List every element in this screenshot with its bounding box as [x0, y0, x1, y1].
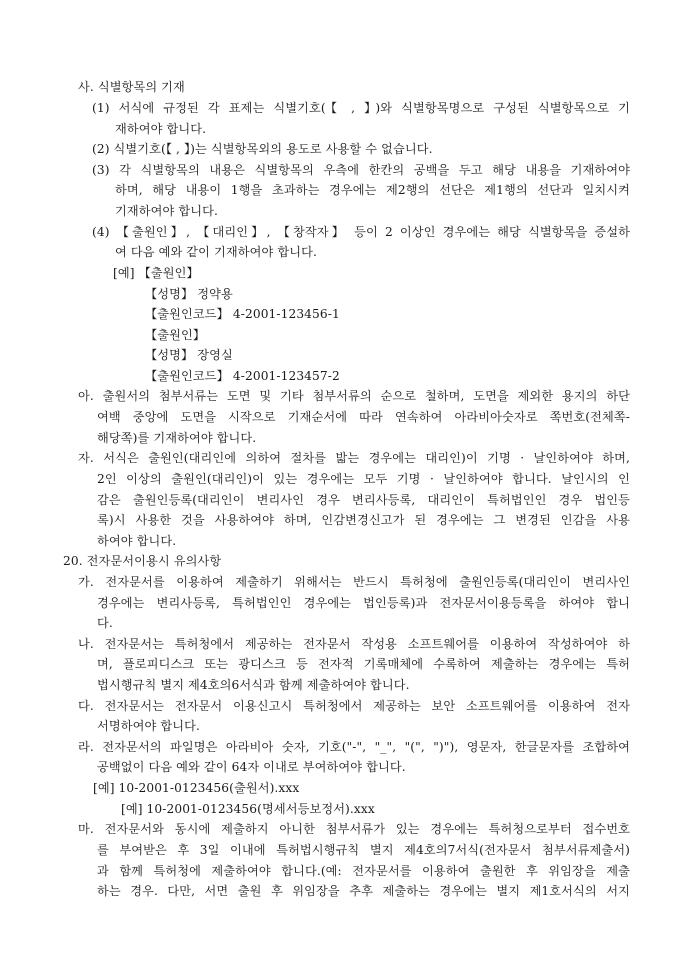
- s20-ra-line-2: 공백없이 다음 예와 같이 64자 이내로 부여하여야 합니다.: [97, 760, 406, 774]
- s20-ma-line-4: 하는 경우. 다만, 서면 출원 후 위임장을 추후 제출하는 경우에는 별지 제1호서식의 서지: [97, 884, 630, 898]
- s20-ra-example-1: [예] 10-2001-0123456(출원서).xxx: [93, 781, 300, 795]
- example-label: [예] 【출원인】: [113, 266, 199, 280]
- s20-ga-line-3: 다.: [97, 616, 113, 630]
- example-line: 【성명】 장영실: [145, 348, 233, 362]
- section-a-line-1: 아. 출원서의 첨부서류는 도면 및 기타 첨부서류의 순으로 철하며, 도면을 제외한 용지의 하단: [78, 389, 630, 403]
- section-ja-line-2: 2인 이상의 출원인(대리인)이 있는 경우에는 모두 기명 · 날인하여야 합니다. 날인시의 인: [97, 472, 630, 486]
- s20-na-line-3: 법시행규칙 별지 제4호의6서식과 함께 제출하여야 합니다.: [97, 678, 410, 692]
- s20-ma-line-3: 과 함께 특허청에 제출하여야 합니다.(예: 전자문서를 이용하여 출원한 후 위임장을 제출: [97, 864, 630, 878]
- section-ja-line-5: 하여야 합니다.: [97, 534, 177, 548]
- section-ja-line-4: 록)시 사용한 것을 사용하여야 하며, 인감변경신고가 된 경우에는 그 변경된 인감을 사용: [97, 513, 630, 527]
- sa-item-3-line-1: (3) 각 식별항목의 내용은 식별항목의 우측에 한칸의 공백을 두고 해당 내용을 기재하여야: [92, 163, 630, 177]
- s20-na-line-1: 나. 전자문서는 특허청에서 제공하는 전자문서 작성용 소프트웨어를 이용하여 작성하여야 하: [78, 637, 630, 651]
- section-ja-line-1: 자. 서식은 출원인(대리인에 의하여 절차를 밟는 경우에는 대리인)이 기명 · 날인하여야 하며,: [78, 451, 630, 465]
- sa-item-3-line-3: 기재하여야 합니다.: [115, 204, 218, 218]
- sa-item-3-line-2: 하며, 해당 내용이 1행을 초과하는 경우에는 제2행의 선단은 제1행의 선단과 일치시켜: [115, 183, 630, 197]
- s20-na-line-2: 며, 플로피디스크 또는 광디스크 등 전자적 기록매체에 수록하여 제출하는 경우에는 특허: [97, 657, 630, 671]
- sa-item-1-line-2: 재하여야 합니다.: [115, 122, 207, 136]
- sa-item-4-line-1: (4) 【출원인】, 【대리인】, 【창작자】 등이 2 이상인 경우에는 해당 식별항목을 증설하: [92, 225, 630, 239]
- section-20-title: 20. 전자문서이용시 유의사항: [63, 554, 222, 568]
- example-line: 【성명】 정약용: [145, 287, 233, 301]
- example-line: 【출원인코드】 4-2001-123456-1: [145, 307, 340, 321]
- s20-da-line-1: 다. 전자문서는 전자문서 이용신고시 특허청에서 제공하는 보안 소프트웨어를 이용하여 전자: [78, 699, 630, 713]
- sa-item-1-line-1: (1) 서식에 규정된 각 표제는 식별기호(【 , 】)와 식별항목명으로 구성된 식별항목으로 기: [92, 101, 630, 115]
- s20-ma-line-1: 마. 전자문서와 동시에 제출하지 아니한 첨부서류가 있는 경우에는 특허청으로부터 접수번호: [78, 822, 630, 836]
- s20-ra-line-1: 라. 전자문서의 파일명은 아라비아 숫자, 기호("-", "_", "(", ")"), 영문자, 한글문자를 조합하여: [78, 740, 630, 754]
- sa-item-2: (2) 식별기호(【 , 】)는 식별항목외의 용도로 사용할 수 없습니다.: [92, 142, 433, 156]
- sa-item-4-line-2: 여 다음 예와 같이 기재하여야 합니다.: [115, 245, 317, 259]
- s20-ga-line-1: 가. 전자문서를 이용하여 제출하기 위해서는 반드시 특허청에 출원인등록(대리인이 변리사인: [78, 575, 630, 589]
- s20-ra-example-2: [예] 10-2001-0123456(명세서등보정서).xxx: [121, 802, 375, 816]
- s20-ga-line-2: 경우에는 변리사등록, 특허법인인 경우에는 법인등록)과 전자문서이용등록을 하여야 합니: [97, 596, 630, 610]
- section-a-line-2: 여백 중앙에 도면을 시작으로 기재순서에 따라 연속하여 아라비아숫자로 쪽번호(전체쪽-: [97, 410, 630, 424]
- s20-da-line-2: 서명하여야 합니다.: [97, 719, 200, 733]
- s20-ma-line-2: 를 부여받은 후 3일 이내에 특허법시행규칙 별지 제4호의7서식(전자문서 첨부서류제출서): [97, 843, 630, 857]
- example-line: 【출원인】: [145, 328, 206, 342]
- example-line: 【출원인코드】 4-2001-123457-2: [145, 369, 340, 383]
- section-sa-title: 사. 식별항목의 기재: [78, 80, 185, 94]
- section-ja-line-3: 감은 출원인등록(대리인이 변리사인 경우 변리사등록, 대리인이 특허법인인 경우 법인등: [97, 493, 630, 507]
- section-a-line-3: 해당쪽)를 기재하여야 합니다.: [97, 431, 257, 445]
